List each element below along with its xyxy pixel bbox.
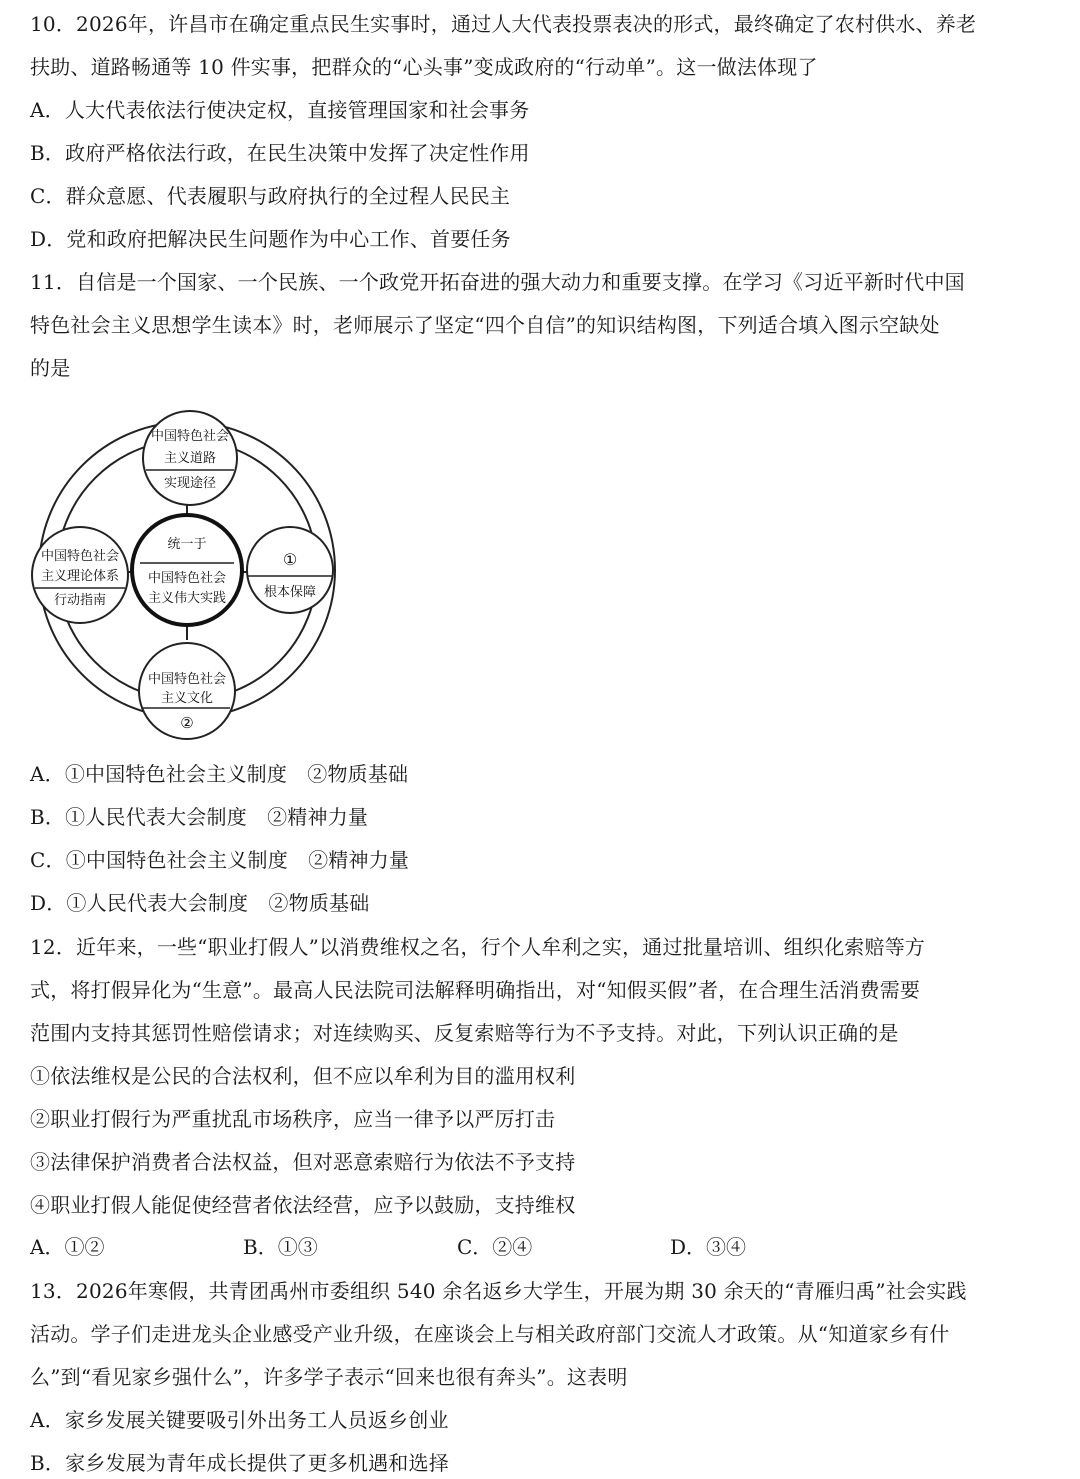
q11-option-c: C．①中国特色社会主义制度 ②精神力量 (30, 848, 410, 872)
q12-stem-line-2: 式，将打假异化为“生意”。最高人民法院司法解释明确指出，对“知假买假”者，在合理生活消费需要 (30, 978, 921, 1002)
q11-stem-line-3: 的是 (30, 356, 71, 380)
right-node-system (247, 527, 333, 613)
q11-option-d: D．①人民代表大会制度 ②物质基础 (30, 891, 370, 915)
q12-statement-3: ③法律保护消费者合法权益，但对恶意索赔行为依法不予支持 (30, 1150, 576, 1174)
four-confidences-diagram (30, 400, 340, 745)
q13-option-a: A．家乡发展关键要吸引外出务工人员返乡创业 (30, 1408, 449, 1432)
left-node-theory (32, 527, 128, 623)
q11-stem-line-2: 特色社会主义思想学生读本》时，老师展示了坚定“四个自信”的知识结构图，下列适合填入图示空缺处 (30, 313, 940, 337)
left-bottom-text: 行动指南 (53, 593, 107, 608)
left-line-2: 主义理论体系 (40, 569, 120, 584)
top-line-1: 中国特色社会 (150, 429, 230, 444)
q11-option-b: B．①人民代表大会制度 ②精神力量 (30, 805, 369, 829)
left-line-1: 中国特色社会 (40, 549, 120, 564)
q13-stem-line-2: 活动。学子们走进龙头企业感受产业升级，在座谈会上与相关政府部门交流人才政策。从“知道家乡有什 (30, 1322, 950, 1346)
center-node (132, 515, 242, 625)
bottom-line-2: 主义文化 (160, 691, 214, 706)
bottom-line-1: 中国特色社会 (147, 672, 227, 687)
q12-statement-4: ④职业打假人能促使经营者依法经营，应予以鼓励，支持维权 (30, 1193, 576, 1217)
bottom-blank-marker: ② (180, 714, 194, 732)
q11-stem-line-1: 11．自信是一个国家、一个民族、一个政党开拓奋进的强大动力和重要支撑。在学习《习近平新时代中国 (30, 270, 965, 294)
center-line-2: 主义伟大实践 (147, 591, 227, 606)
q12-statement-2: ②职业打假行为严重扰乱市场秩序，应当一律予以严厉打击 (30, 1107, 556, 1131)
top-node-road (143, 411, 237, 505)
q12-option-d: D．③④ (670, 1235, 747, 1259)
q10-option-d: D．党和政府把解决民生问题作为中心工作、首要任务 (30, 227, 511, 251)
center-line-1: 中国特色社会 (147, 571, 227, 586)
q12-option-c: C．②④ (457, 1235, 533, 1259)
top-bottom-text: 实现途径 (163, 476, 217, 491)
q12-option-b: B．①③ (243, 1235, 318, 1259)
q10-option-b: B．政府严格依法行政，在民生决策中发挥了决定性作用 (30, 141, 530, 165)
q12-stem-line-1: 12．近年来，一些“职业打假人”以消费维权之名，行个人牟利之实，通过批量培训、组织化索赔等方 (30, 935, 926, 959)
q13-stem-line-3: 么”到“看见家乡强什么”，许多学子表示“回来也很有奔头”。这表明 (30, 1365, 628, 1389)
q10-option-c: C．群众意愿、代表履职与政府执行的全过程人民民主 (30, 184, 511, 208)
q10-stem-line-1: 10．2026年，许昌市在确定重点民生实事时，通过人大代表投票表决的形式，最终确定了农村供水、养老 (30, 12, 977, 36)
q12-statement-1: ①依法维权是公民的合法权利，但不应以牟利为目的滥用权利 (30, 1064, 576, 1088)
right-bottom-text: 根本保障 (263, 585, 317, 600)
right-blank-marker: ① (282, 550, 298, 569)
q13-stem-line-1: 13．2026年寒假，共青团禹州市委组织 540 余名返乡大学生，开展为期 30 余天的“青雁归禹”社会实践 (30, 1279, 967, 1303)
q12-stem-line-3: 范围内支持其惩罚性赔偿请求；对连续购买、反复索赔等行为不予支持。对此，下列认识正确的是 (30, 1021, 899, 1045)
bottom-node-culture (139, 643, 235, 739)
q10-option-a: A．人大代表依法行使决定权，直接管理国家和社会事务 (30, 98, 530, 122)
q10-stem-line-2: 扶助、道路畅通等 10 件实事，把群众的“心头事”变成政府的“行动单”。这一做法体现了 (30, 55, 818, 79)
q13-option-b: B．家乡发展为青年成长提供了更多机遇和选择 (30, 1451, 449, 1475)
top-line-2: 主义道路 (163, 451, 217, 466)
q12-option-a: A．①② (30, 1235, 105, 1259)
center-top-text: 统一于 (167, 537, 207, 552)
q11-option-a: A．①中国特色社会主义制度 ②物质基础 (30, 762, 409, 786)
